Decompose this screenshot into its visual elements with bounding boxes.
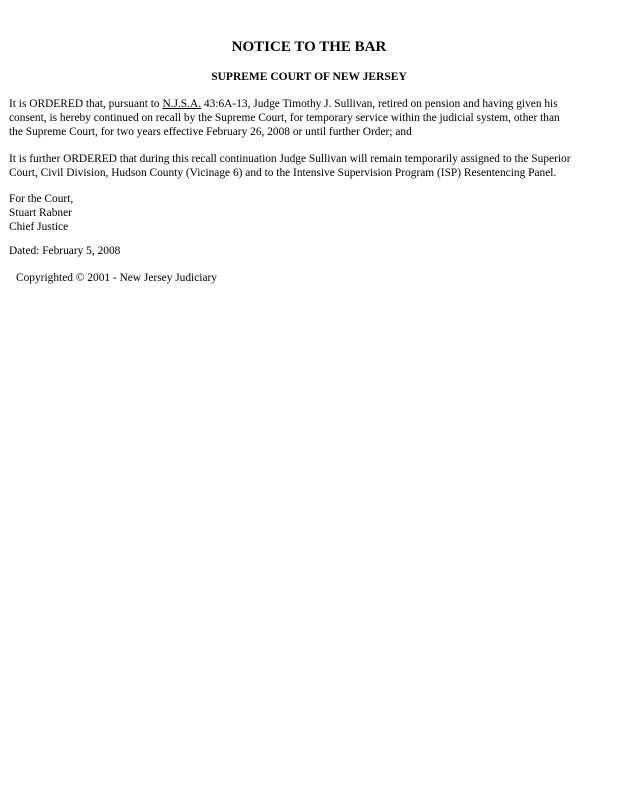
notice-title: NOTICE TO THE BAR [231, 39, 387, 55]
order-paragraph-2 [9, 152, 613, 180]
signatory-name: Stuart Rabner [9, 207, 72, 219]
paragraph-2-line-1: It is further ORDERED that during this recall continuation Judge Sullivan will remain temporarily assigned to the Superior [9, 153, 571, 165]
paragraph-1-line-1-start: It is ORDERED that, pursuant to [9, 98, 163, 110]
court-name: SUPREME COURT OF NEW JERSEY [211, 71, 407, 83]
statute-reference: N.J.S.A. [162, 98, 202, 110]
paragraph-1-line-1 [9, 97, 613, 111]
copyright-notice: Copyrighted © 2001 - New Jersey Judiciary [16, 272, 217, 284]
paragraph-1-line-2: consent, is hereby continued on recall by the Supreme Court, for temporary service within the judicial system, other than [9, 112, 560, 124]
paragraph-1-line-1-end: 43:6A-13, Judge Timothy J. Sullivan, retired on pension and having given his [201, 98, 558, 110]
paragraph-2-line-2: Court, Civil Division, Hudson County (Vicinage 6) and to the Intensive Supervision Program (ISP) Resentencing Panel. [9, 167, 557, 179]
signatory-title: Chief Justice [9, 221, 69, 233]
paragraph-1-line-3: the Supreme Court, for two years effective February 26, 2008 or until further Order; and [9, 126, 412, 138]
order-paragraph-1 [9, 97, 613, 139]
signature-block [9, 192, 613, 234]
signature-for-the-court: For the Court, [9, 193, 74, 205]
dated-line: Dated: February 5, 2008 [9, 245, 121, 257]
